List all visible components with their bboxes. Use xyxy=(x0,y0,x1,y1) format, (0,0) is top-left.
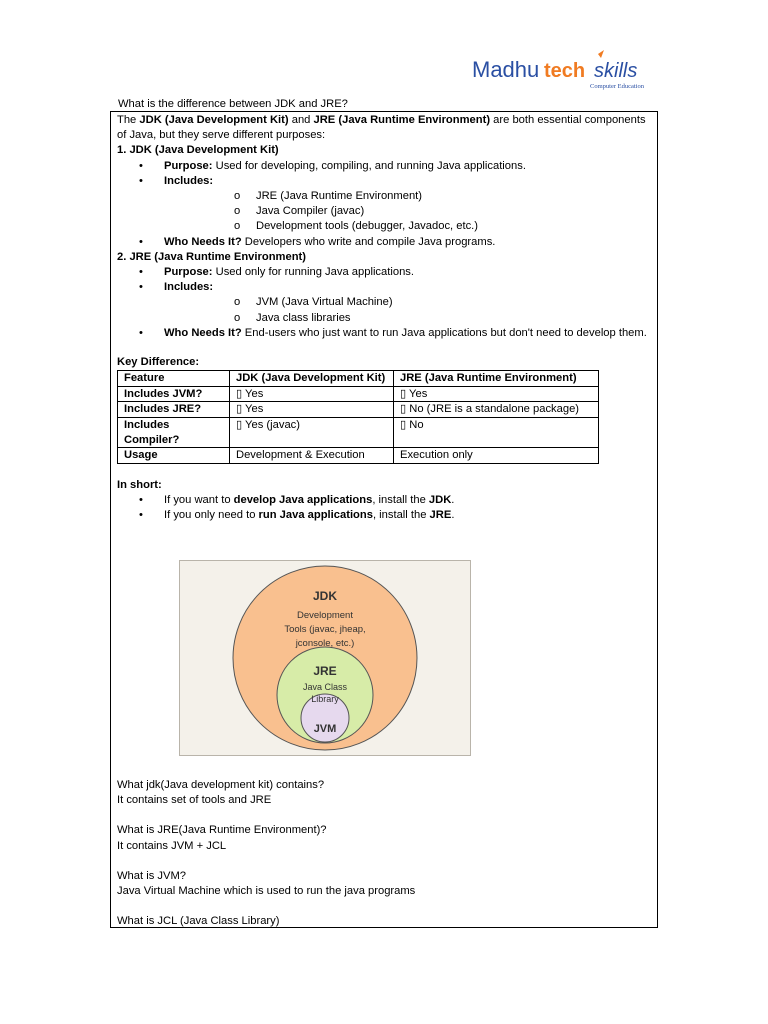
jdk-heading: 1. JDK (Java Development Kit) xyxy=(117,144,279,157)
qa-question: What is JRE(Java Runtime Environment)? xyxy=(117,824,327,837)
table-header-cell: Feature xyxy=(118,371,230,387)
jre-purpose: • Purpose: Used only for running Java applications. xyxy=(117,265,649,280)
table-cell: ▯ Yes xyxy=(394,386,599,402)
jdk-list xyxy=(117,159,649,250)
content-box xyxy=(110,111,658,928)
jdk-jre-jvm-diagram xyxy=(179,560,471,756)
table-row xyxy=(118,448,599,464)
jre-includes-list xyxy=(164,295,649,325)
list-item: • If you want to develop Java applications, install the JDK. xyxy=(117,493,649,508)
table-cell: Includes JVM? xyxy=(118,386,230,402)
jdk-who: • Who Needs It? Developers who write and compile Java programs. xyxy=(117,235,649,250)
jre-heading: 2. JRE (Java Runtime Environment) xyxy=(117,250,306,263)
list-item: o Java class libraries xyxy=(164,311,649,326)
jdk-line: jconsole, etc.) xyxy=(295,638,355,649)
comparison-table xyxy=(117,370,599,464)
jre-who: • Who Needs It? End-users who just want to run Java applications but don't need to develop them. xyxy=(117,326,649,341)
table-cell: Includes Compiler? xyxy=(118,418,230,448)
list-item: o Development tools (debugger, Javadoc, etc.) xyxy=(164,219,649,234)
table-row xyxy=(118,418,599,448)
table-cell: ▯ Yes xyxy=(230,386,394,402)
jre-includes: • Includes: o JVM (Java Virtual Machine) o Java class libraries xyxy=(117,280,649,326)
table-row xyxy=(118,386,599,402)
list-item: • If you only need to run Java applications, install the JRE. xyxy=(117,508,649,523)
jre-list xyxy=(117,265,649,341)
page-question: What is the difference between JDK and JRE? xyxy=(118,98,348,110)
in-short-list xyxy=(117,493,649,523)
brand-logo xyxy=(470,48,650,98)
jdk-title: JDK xyxy=(312,589,338,603)
jvm-title: JVM xyxy=(313,723,337,735)
qa-answer: Java Virtual Machine which is used to run the java programs xyxy=(117,885,416,898)
qa-answer: It contains set of tools and JRE xyxy=(117,794,272,807)
list-item: o Java Compiler (javac) xyxy=(164,204,649,219)
qa-section xyxy=(117,778,649,929)
qa-question: What is JCL (Java Class Library) xyxy=(117,915,280,928)
table-row xyxy=(118,402,599,418)
table-cell: ▯ Yes (javac) xyxy=(230,418,394,448)
logo-skills: skills xyxy=(594,60,638,82)
in-short-heading: In short: xyxy=(117,478,162,491)
qa-question: What jdk(Java development kit) contains? xyxy=(117,779,325,791)
table-cell: ▯ No (JRE is a standalone package) xyxy=(394,402,599,418)
qa-question: What is JVM? xyxy=(117,869,187,882)
jdk-purpose: • Purpose: Used for developing, compiling, and running Java applications. xyxy=(117,159,649,174)
table-cell: Includes JRE? xyxy=(118,402,230,418)
intro-paragraph: The JDK (Java Development Kit) and JRE (Java Runtime Environment) are both essential components of Java, but they serve different purposes: xyxy=(117,114,646,142)
logo-tech: tech xyxy=(544,60,586,82)
table-header-row xyxy=(118,371,599,387)
table-cell: Usage xyxy=(118,448,230,464)
table-cell: ▯ No xyxy=(394,418,599,448)
jdk-line: Tools (javac, jheap, xyxy=(284,624,366,635)
jdk-includes-list xyxy=(164,189,649,235)
table-header-cell: JRE (Java Runtime Environment) xyxy=(394,371,599,387)
table-cell: ▯ Yes xyxy=(230,402,394,418)
key-difference-heading: Key Difference: xyxy=(117,356,200,369)
table-header-cell: JDK (Java Development Kit) xyxy=(230,371,394,387)
qa-answer: It contains JVM + JCL xyxy=(117,839,227,852)
jre-line: Library xyxy=(311,694,339,704)
list-item: o JVM (Java Virtual Machine) xyxy=(164,295,649,310)
table-cell: Execution only xyxy=(394,448,599,464)
logo-name: Madhu xyxy=(472,57,540,82)
jdk-includes: • Includes: o JRE (Java Runtime Environment) o Java Compiler (javac) o Development tools (debugger, Javadoc, etc.) xyxy=(117,174,649,235)
table-cell: Development & Execution xyxy=(230,448,394,464)
logo-tagline: Computer Education xyxy=(590,83,644,90)
logo-swoosh-icon xyxy=(598,50,604,58)
jre-line: Java Class xyxy=(302,682,348,692)
jdk-line: Development xyxy=(297,610,353,621)
list-item: o JRE (Java Runtime Environment) xyxy=(164,189,649,204)
jre-title: JRE xyxy=(313,664,337,678)
